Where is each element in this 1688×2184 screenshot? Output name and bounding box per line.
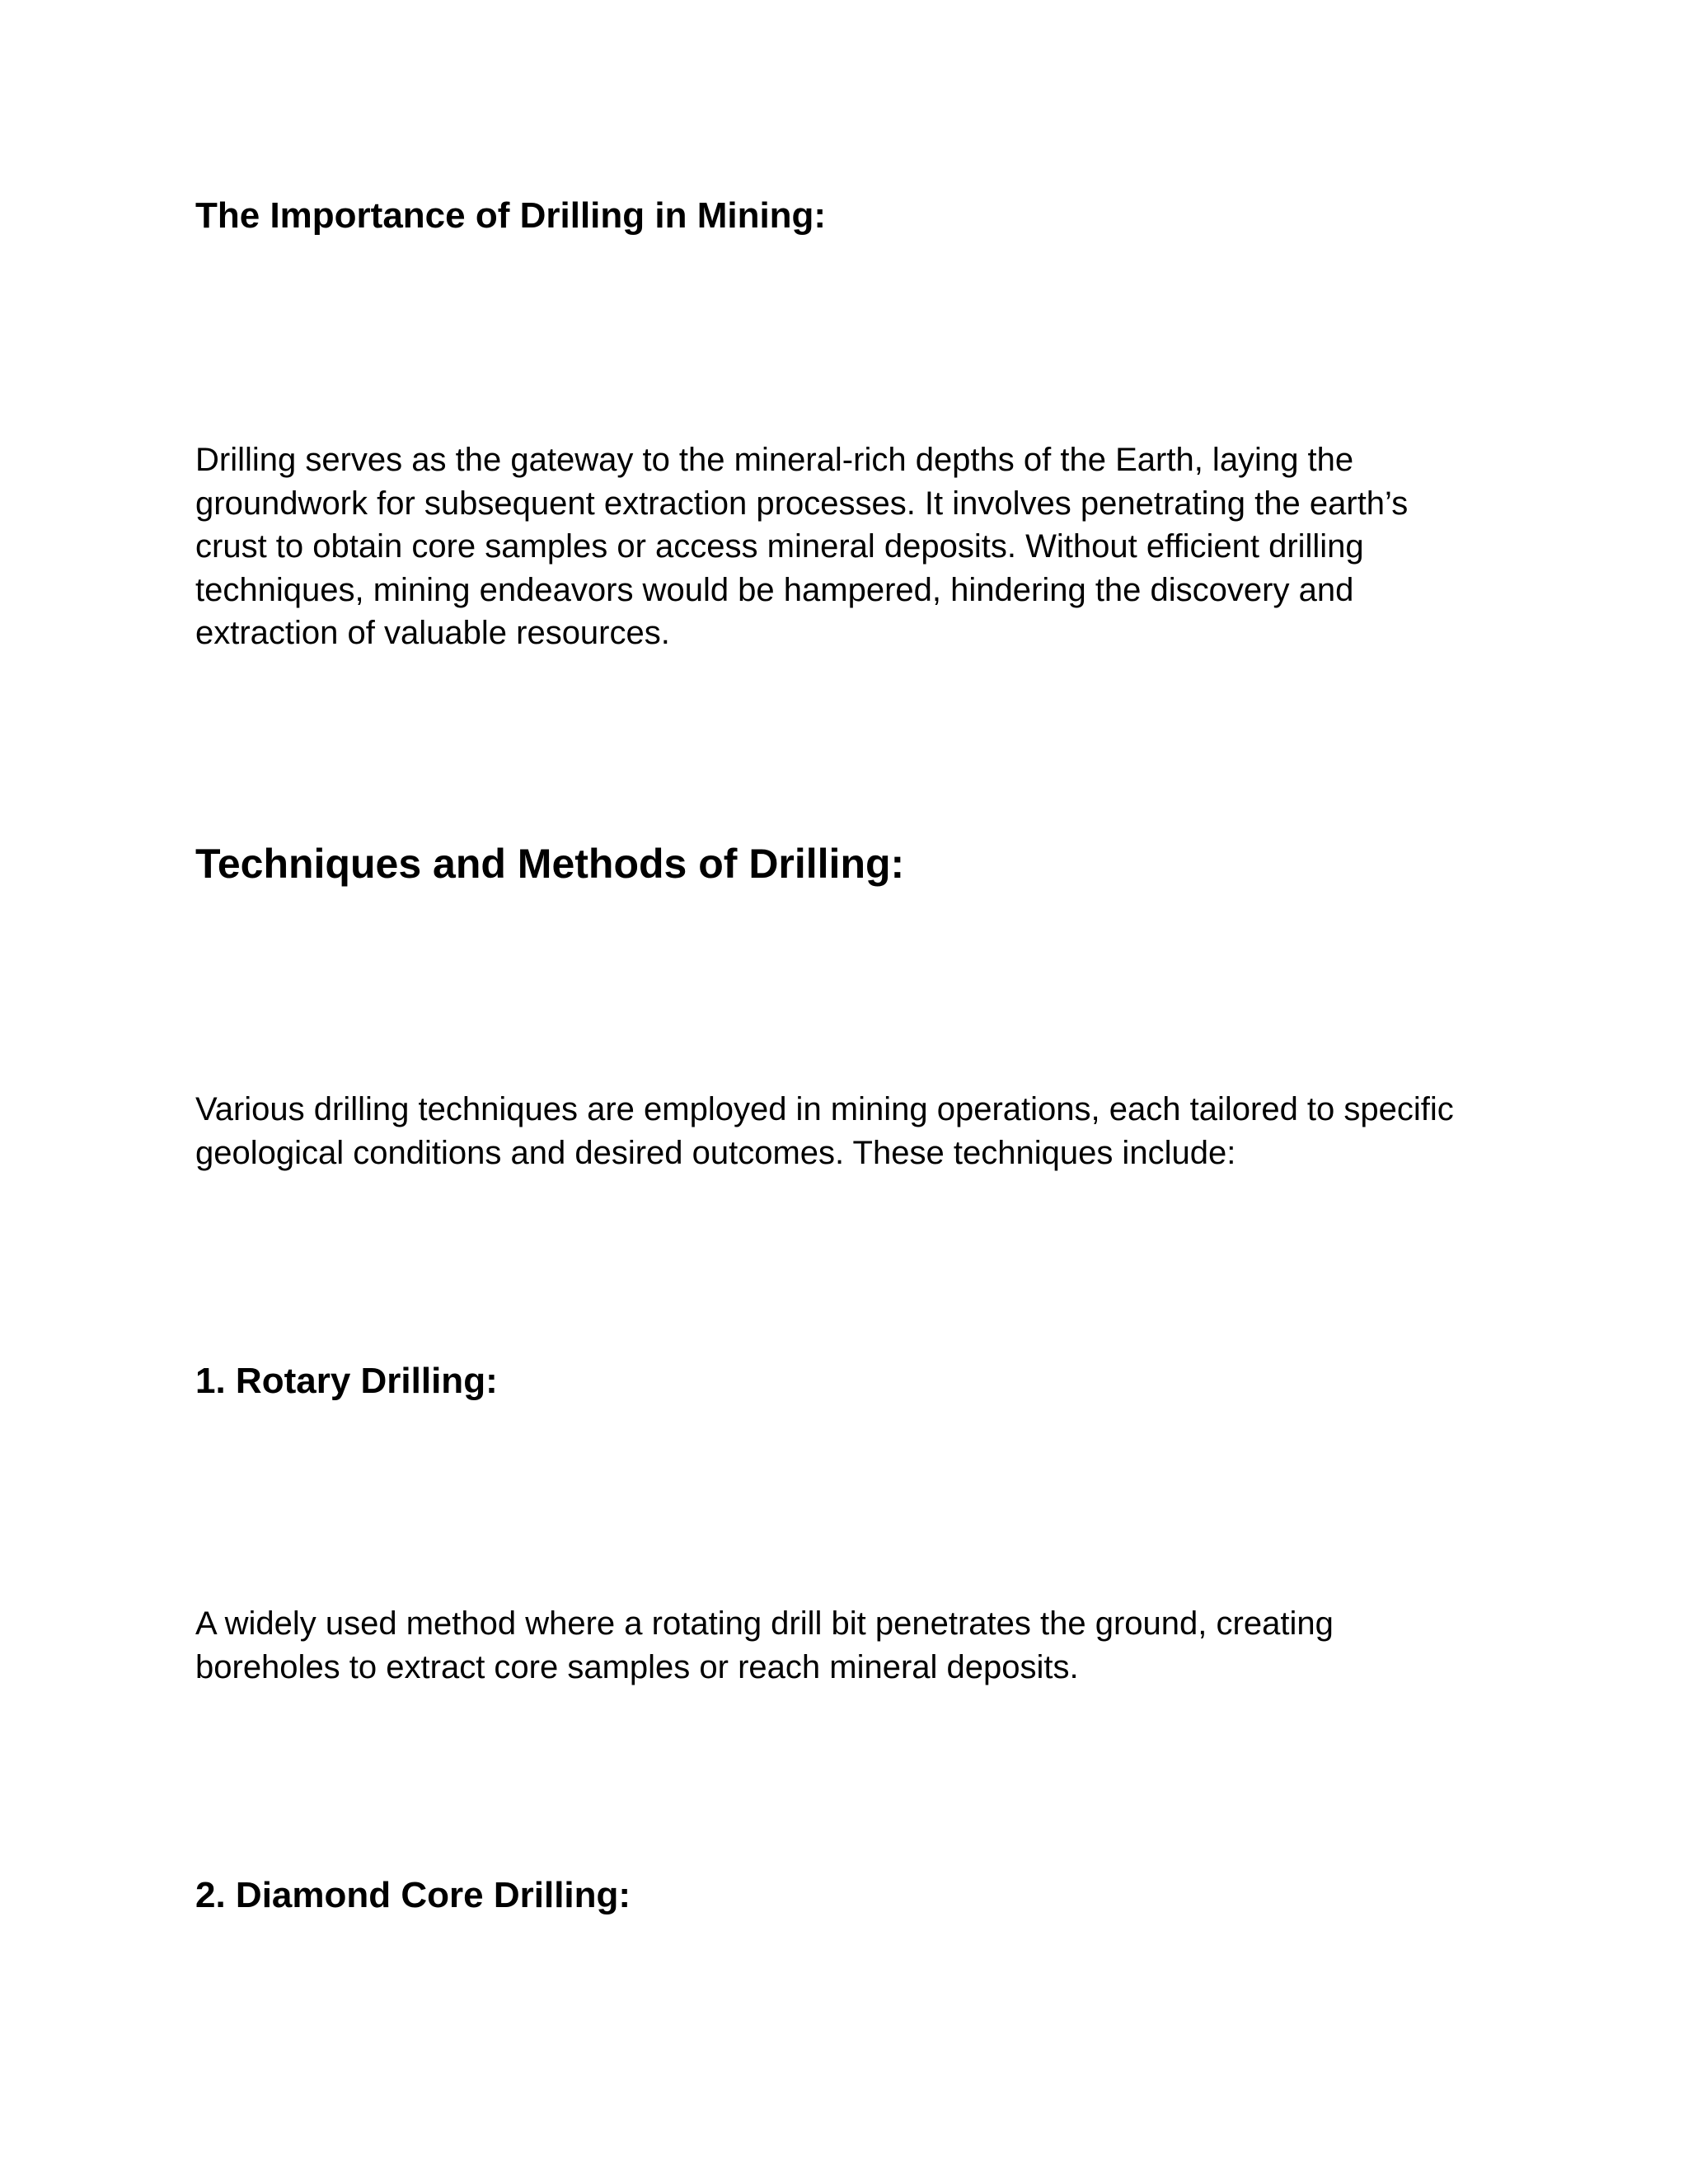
section-heading-techniques: Techniques and Methods of Drilling: <box>195 841 905 887</box>
paragraph-techniques: Various drilling techniques are employed in mining operations, each tailored to specific geological conditions and desired outcomes. These techniques include: <box>195 1091 1454 1171</box>
subheading-diamond-core-drilling: 2. Diamond Core Drilling: <box>195 1875 631 1915</box>
section-heading-importance: The Importance of Drilling in Mining: <box>195 195 827 236</box>
subheading-rotary-drilling: 1. Rotary Drilling: <box>195 1361 498 1401</box>
paragraph-rotary-drilling: A widely used method where a rotating drill bit penetrates the ground, creating boreholes to extract core samples or reach mineral deposits. <box>195 1605 1334 1685</box>
paragraph-importance: Drilling serves as the gateway to the mineral-rich depths of the Earth, laying the groundwork for subsequent extraction processes. It involves penetrating the earth’s crust to obtain core samples or access mineral deposits. Without efficient drilling techniques, mining endeavors would be hampered, hindering the discovery and extraction of valuable resources. <box>195 442 1409 651</box>
